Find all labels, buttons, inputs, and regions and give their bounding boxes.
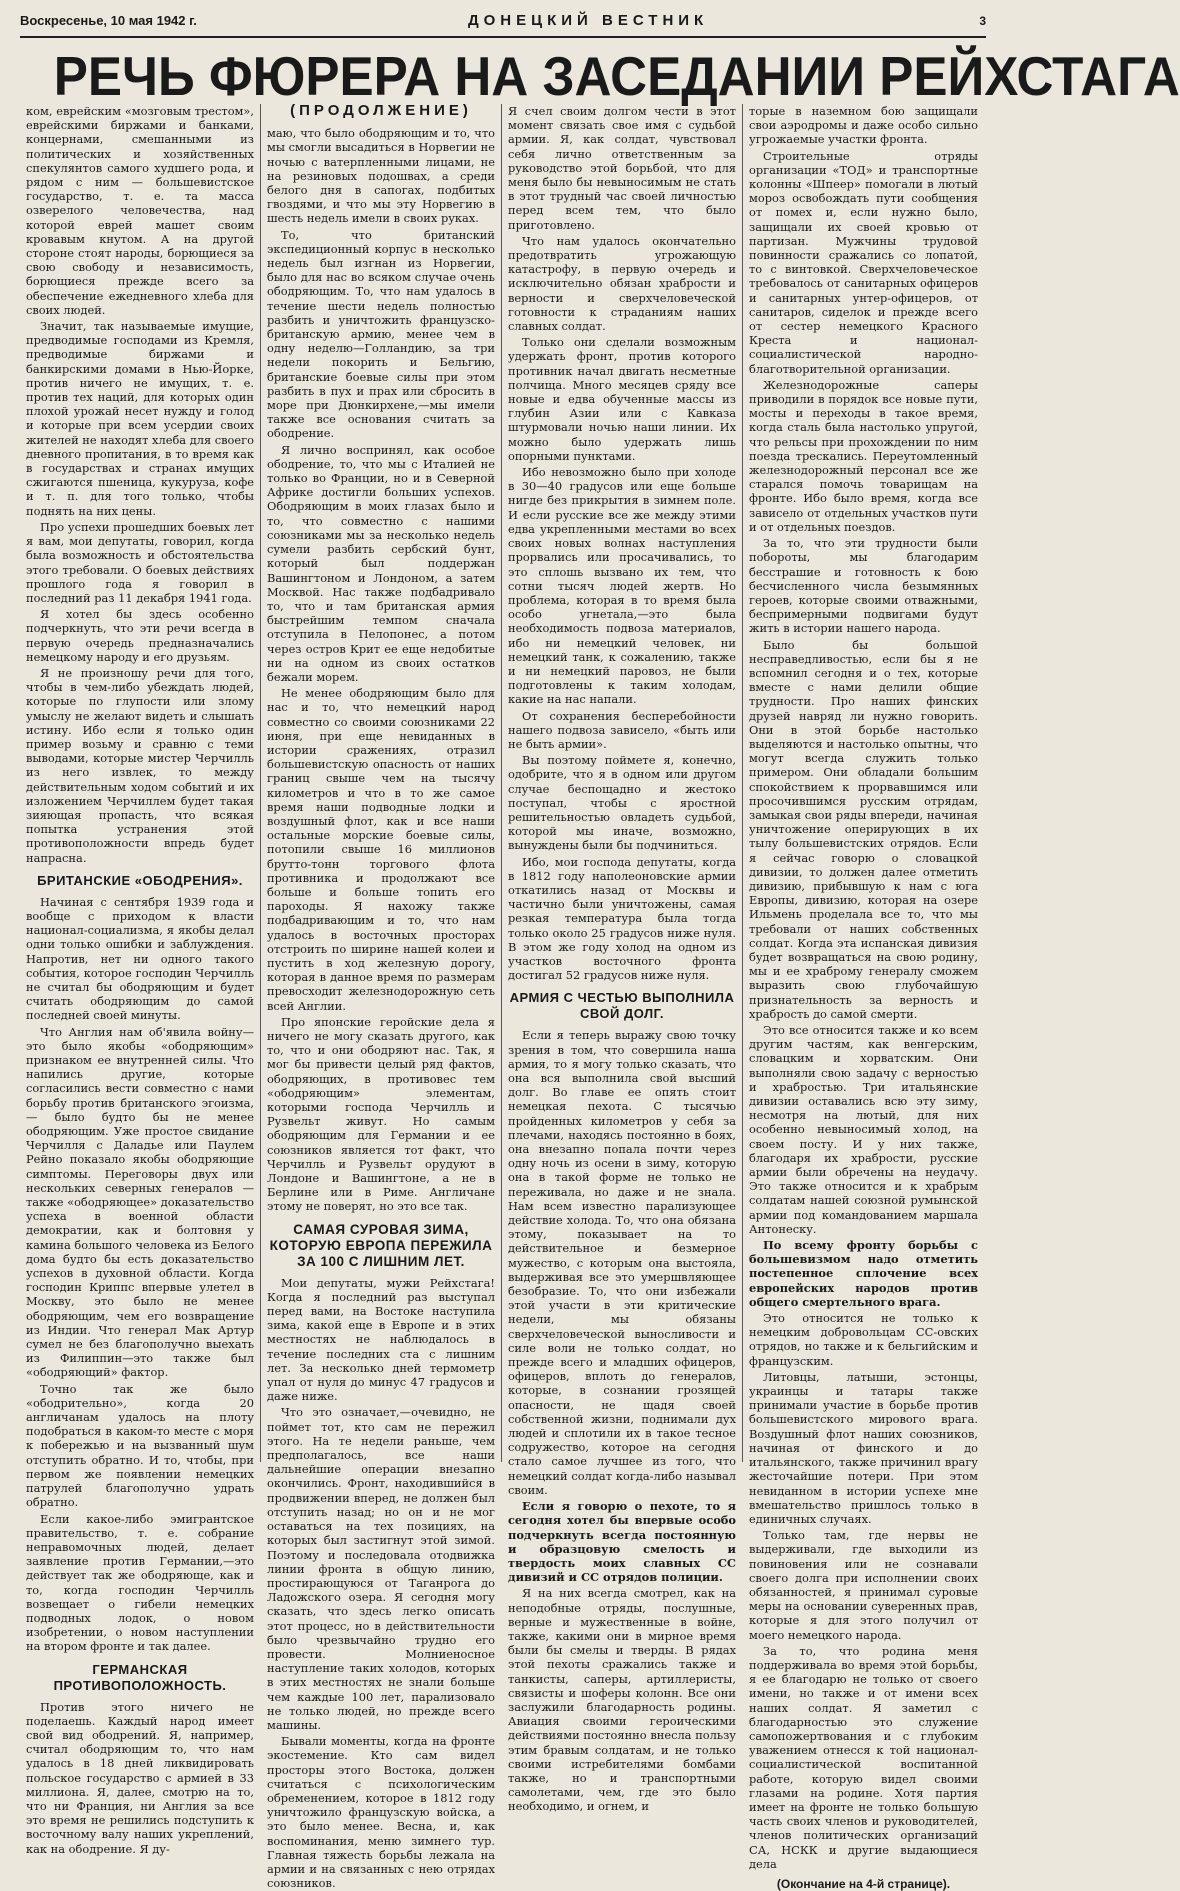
paragraph: Литовцы, латыши, эстонцы, украинцы и татары также принимали участие в борьбе против большевистского мирового врага. Воздушный флот наших союзников, начиная от финского и до итальянского, также причинил врагу жесточайшие потери. При этом невиданном в истории успехе мне вмешательство пришлось только в единичных случаях.	[749, 1369, 978, 1526]
paragraph: маю, что было ободряющим и то, что мы смогли высадиться в Норвегии не ночью с ватерпленными лицами, не на резиновых подошвах, а среди белого дня в сапогах, подбитых гвоздями, и что мы эту Норвегию в шесть недель имели в своих руках.	[267, 126, 495, 226]
paragraph: Было бы большой несправедливостью, если бы я не вспомнил сегодня и о тех, которые вместе с нами делили общие трудности. Про наших финских друзей навряд ли нужно говорить. Они в этой борьбе настолько выделяются и настолько опытны, что могут всегда служить только примером. Они обладали большим спокойствием к прорвавшимся или просочившимся русским отрядам, замыкая свои ряды впереди, начиная уничтожение оперирующих в их тылу большевистских отрядов. Если я сейчас говорю о словацкой дивизии, то должен далее отметить дивизию, прибывшую к нам с юга Европы, дивизию, которая на озере Ильмень проделала все то, что мы требовали от наших собственных солдат. Когда эта испанская дивизия будет возвращаться на свою родину, мы и ее храброму генералу сможем выразить свою глубочайшую признательность за верность и храбрость до самой смерти.	[749, 637, 978, 1021]
column-2	[261, 102, 502, 1891]
paragraph: Я счел своим долгом чести в этот момент связать свое имя с судьбой армии. Я, как солдат, чувствовал себя лично ответственным за руководство этой борьбой, что для меня было бы невыносимым не стать в этот трудный час своей личностью перед всем тем, что было приготовлено.	[508, 104, 736, 232]
subhead-british-encouragements: БРИТАНСКИЕ «ОБОДРЕНИЯ».	[37, 872, 243, 888]
paragraph: Только там, где нервы не выдерживали, где выходили из повиновения или не сознавали своего долга при исполнении своих обязанностей, я принимал суровые меры на основании суверенных прав, которые я для этого получил от моего немецкого народа.	[749, 1528, 978, 1642]
paragraph: Если я теперь выражу свою точку зрения в том, что совершила наша армия, то я могу только сказать, что она вся выполнила свой высший долг. Во главе ее опять стоит немецкая пехота. С тысячью пройденных километров у себя за плечами, находясь постоянно в боях, она внезапно попала почти через одну ночь из осени в зиму, которую она в такой форме не только не переживала, но даже и не знала. Нам всем известно парализующее действие холода. То, что она обязана этому, показывает на то действительное и безмерное мужество, с которым она выстояла, выдерживая все это умершвляющее безобразие. То, что они избежали этой участи в эти критические недели, мы обязаны сверхчеловеческой выносливости и силе воли не только солдат, но прежде всего и младших офицеров, офицеров, вплоть до генералов, которые, в сознании грозящей опасности, не щадя своей собственной жизни, поднимали дух людей и сплотили их в такое тесное содружество, которое на сегодня стало самое лучшее из того, что немецкий солдат когда-либо называл своим.	[508, 1028, 736, 1497]
paragraph: Я на них всегда смотрел, как на неподобные отряды, послушные, верные и мужественные в войне, также, какими они в мирное время были бы смелы и тверды. В рядах этой пехоты сражались также и танкисты, саперы, артиллеристы, связисты и шоферы колонн. Все они заслужили благодарность родины. Авиация своими героическими действиями постоянно внесла пользу этим бравым солдатам, и не только своими истребителями бомбами также, но и транспортными самолетами, чем, где это было необходимо, и огнем, и	[508, 1586, 736, 1814]
paragraph: От сохранения бесперебойности нашего подвоза зависело, «быть или не быть армии».	[508, 708, 736, 751]
subhead-german-opposite: ГЕРМАНСКАЯ ПРОТИВОПОЛОЖНОСТЬ.	[53, 1661, 227, 1693]
paragraph: То, что британский экспедиционный корпус в несколько недель был изгнан из Норвегии, было для нас во всяком случае очень ободряющим. То, что нам удалось в течение шести недель полностью разбить и уничтожить французско-британскую армию, менее чем в одну неделю—Голландию, за три недели покорить и Бельгию, британские боевые силы при этом разбить в пух и прах или сбросить в море при Дюнкирхене,—мы имели также все основания считать за ободрение.	[267, 227, 495, 441]
paragraph: Про японские геройские дела я ничего не могу сказать другого, как то, что и они ободряют нас. Так, я мог бы привести целый ряд фактов, ободряющих, в противовес тем «ободряющим» элементам, которыми господа Черчилль и Рузвельт живут. Но самым ободряющим для Германии и ее союзников является тот факт, что Черчилль и Рузвельт орудуют в Лондоне и Вашингтоне, а не в Берлине или в Риме. Англичане этому не поверят, но это все так.	[267, 1014, 495, 1214]
paragraph: Бывали моменты, когда на фронте экостемение. Кто сам видел просторы этого Востока, должен считаться с психологическим обременением, которое в 1812 году уничтожило французскую войска, а это было менее. Весна, и, как воспоминания, меню зимнего тур. Главная тяжесть борьбы лежала на армии и на связанных с нею отрядах союзников.	[267, 1734, 495, 1891]
paragraph: Я лично воспринял, как особое ободрение, то, что мы с Италией не только во Франции, но и в Северной Африке достигли больших успехов. Ободряющим в моих глазах было и то, что совместно с нашими союзниками мы за несколько недель сумели разбить сербский бунт, который был поддержан Вашингтоном и Лондоном, а затем Москвой. Нас также подбадривало то, что и там британская армия быстрейшим темпом сначала отступила в Пелопонес, а потом через остров Крит ее еще недобитые ни на одном из своих остатков бежали морем.	[267, 442, 495, 684]
paragraph: Строительные отряды организации «ТОД» и транспортные колонны «Шпеер» помогали в лютый мороз освобождать пути сообщения от помех и, если нужно было, защищали их своей кровью от партизан. Мужчины трудовой повинности сражались со лопатой, то с винтовкой. Сверхчеловеческое требовалось от санитарных офицеров и санитарных унтер-офицеров, от санитаров, сиделок и прежде всего от сестер немецкого Красного Креста и национал-социалистической народно-благотворительной организации.	[749, 148, 978, 376]
paragraph: Против этого ничего не поделаешь. Каждый народ имеет свой вид ободрений. Я, например, считал ободряющим то, что нам удалось в 18 дней ликвидировать польское государство с армией в 33 миллиона. Я, далее, смотрю на то, что ни Франция, ни Англия за все это время не решились подступить к восточному валу наших укреплений, как на ободрение. Я ду-	[26, 1699, 254, 1856]
paragraph: Если какое-либо эмигрантское правительство, т. е. собрание неправомочных людей, делает заявление против Германии,—это действует так же ободряюще, как и то, когда господин Черчилль возвещает о гибели немецких подводных лодок, о новом изобретении, о новом наступлении на втором фронте и так далее.	[26, 1511, 254, 1654]
paragraph: Начиная с сентября 1939 года и вообще с приходом к власти национал-социализма, я якобы делал одни только ошибки и заблуждения. Напротив, нет ни одного такого события, которое господин Черчилль не считал бы ободряющим и будет считать ободряющим до самой последней своей минуты.	[26, 894, 254, 1023]
paragraph: Про успехи прошедших боевых лет я вам, мои депутаты, говорил, когда была возможность и обстоятельства этого требовали. О боевых действиях прошлого года я говорил в последний раз 11 декабря 1941 года.	[26, 519, 254, 605]
paragraph: Только они сделали возможным удержать фронт, против которого противник начал двигать несметные полчища. Много месяцев сряду все новые и едва обученные массы из глубин Азии или с Кавказа штурмовали ночью наши линии. Их можно было удержать лишь опорными пунктами.	[508, 335, 736, 463]
column-3	[502, 104, 743, 1814]
headline: РЕЧЬ ФЮРЕРА НА ЗАСЕДАНИИ РЕЙХСТАГА	[53, 45, 1180, 107]
continued-label: (ПРОДОЛЖЕНИЕ)	[290, 102, 472, 119]
paragraph: Ибо невозможно было при холоде в 30—40 градусов или еще больше нигде без прикрытия в зимнем поле. И если русские все же между этими едва укрепленными местами во всех своих новых волнах наступления прорвались или просачивались, то это сплошь вызвано их тем, что сотни тысяч людей жертв. Но проблема, которая в то время была особо угнетала,—это была необходимость подвоза материалов, ибо ни немецкий человек, ни немецкий танк, к сожалению, также и ни немецкий паровоз, не были подготовлены к таким холодам, какие на нас напали.	[508, 465, 736, 707]
paragraph: Что Англия нам об'явила войну—это было якобы «ободряющим» признаком ее внутренней силы. Что напились другие, которые согласились вести совместно с нами борьбу против британского эгоизма,— было будто бы не менее ободряющим. Уже простое свидание Черчилля с Даладье или Паулем Рейно показало якобы ободряющие симптомы. Переговоры двух или нескольких северных генералов — также «ободряющее» доказательство успеха в военной области демократии, как и болтовня у камина большого человека из Белого дома будто бы есть доказательство успехов в духовной области. Когда господин Криппс впервые улетел в Москву, это было не менее ободряющим, чем его возвращение из Индии. Что генерал Мак Артур сумел не без благополучно выехать из Филиппин—это также был «ободряющий» фактор.	[26, 1024, 254, 1380]
paragraph: Что нам удалось окончательно предотвратить угрожающую катастрофу, в первую очередь и исключительно обязан храбрости и верности и сверхчеловеческой готовности к страданиям наших славных солдат.	[508, 233, 736, 334]
paper-name: ДОНЕЦКИЙ ВЕСТНИК	[467, 12, 709, 29]
paragraph: Вы поэтому поймете я, конечно, одобрите, что я в одном или другом случае беспощадно и жестоко поступал, чтобы с яростной решительностью овладеть судьбой, которой мы иначе, возможно, вынуждены были бы подчиниться.	[508, 753, 736, 853]
column-1	[20, 104, 261, 1856]
paragraph: За то, что эти трудности были побороты, мы благодарим бесстрашие и готовность к бою бесчисленного числа безымянных героев, которые своими отважными, беспримерными подвигами будут жить в истории нашего народа.	[749, 536, 978, 636]
page-number: 3	[979, 14, 986, 28]
paragraph: Это относится не только к немецким добровольцам СС-овских отрядов, но также и к бельгийским и французским.	[749, 1311, 978, 1368]
paragraph: Я не произношу речи для того, чтобы в чем-либо убеждать людей, которые по глупости или злому умыслу не желают видеть и слышать истину. Ибо если я только один пример возьму и сравню с теми выводами, которые мистер Черчилль из него извлек, то между действительным ходом событий и их изложением Черчиллем будет такая зияющая пропасть, что всякая попытка устранения этой противоположности впредь будет напрасна.	[26, 665, 254, 865]
paragraph: Ибо, мои господа депутаты, когда в 1812 году наполеоновские армии откатились назад от Москвы и частично были уничтожены, самая резкая температура была тогда только около 25 градусов ниже нуля. В этом же году холод на одном из участков восточного фронта достигал 52 градусов ниже нуля.	[508, 854, 736, 983]
paragraph: Железнодорожные саперы приводили в порядок все новые пути, мосты и переходы в такое время, когда сталь была настолько упругой, что рельсы при прохождении по ним поезда трескались. Переутомленный железнодорожный персонал все же старался помочь товарищам на фронте. Ибо было время, когда все зависело от отдельных участков пути и от отдельных поездов.	[749, 377, 978, 534]
paragraph: Не менее ободряющим было для нас и то, что немецкий народ совместно со своими союзниками 22 июня, при еще невиданных в истории сражениях, отразил большевистскую опасность от наших границ свыше чем на тысячу километров и что в то же самое время наши подводные лодки и воздушный флот, как и все наши остальные морские боевые силы, потопили свыше 16 миллионов брутто-тонн торгового флота противника и продолжают все больше и больше топить его пароходы. Я нахожу также подбадривающим и то, что нам удалось в восточных просторах отстроить по ширине нашей колеи и пустить в ход железную дорогу, которая в данное время по размерам превосходит железнодорожную сеть всей Англии.	[267, 686, 495, 1013]
column-4	[743, 104, 984, 1891]
article-columns	[20, 102, 986, 1891]
paragraph: Что это означает,—очевидно, не поймет тот, кто сам не пережил этого. На те недели раньше, чем предполагалось, все наши дальнейшие операции внезапно окончились. Фронт, находившийся в продвижении вперед, не должен был отступить назад; но он и не мог оставаться на тех позициях, на которых был застигнут этой зимой. Поэтому и последовала отодвижка линии фронта в общую линию, простирающуюся от Таганрога до Ладожского озера. Я сегодня могу сказать, что здесь легко описать этот процесс, но в действительности было чрезвычайно трудно его провести. Молниеносное наступление таких холодов, которых в этих местностях не знали больше чем каждые 100 лет, парализовало не только людей, но прежде всего машины.	[267, 1405, 495, 1732]
paragraph: Точно так же было «ободрительно», когда 20 англичанам удалось на плоту подобраться в каком-то месте с моря к побережью и на вызванный шум отступить обратно. И то, чтобы, при первом же появлении немецких патрулей благополучно удрать обратно.	[26, 1381, 254, 1510]
paragraph: Мои депутаты, мужи Рейхстага! Когда я последний раз выступал перед вами, на Востоке наступила зима, какой еще в Европе и в этих местностях не наблюдалось в течение последних ста с лишним лет. За несколько дней термометр упал от нуля до минус 47 градусов и даже ниже.	[267, 1275, 495, 1404]
paragraph: торые в наземном бою защищали свои аэродромы и даже особо сильно угрожаемые участки фронта.	[749, 104, 978, 147]
masthead	[20, 12, 986, 38]
paragraph: Значит, так называемые имущие, предводимые господами из Кремля, предводимые биржами и банкирскими домами в Нью-Йорке, против ничего не имущих, т. е. против тех наций, для которых один плохой урожай несет нужду и голод и которые при всем усердии своих жителей не находят хлеба для своего дневного пропитания, в то время как в государствах и странах имущих сжигаются пшеница, кукуруза, кофе и т. п. для того только, чтобы поднять на них цены.	[26, 319, 254, 518]
paragraph-bold: По всему фронту борьбы с большевизмом надо отметить постепенное сплочение всех европейских народов против общего смертельного врага.	[749, 1238, 978, 1309]
subhead-harshest-winter: САМАЯ СУРОВАЯ ЗИМА, КОТОРУЮ ЕВРОПА ПЕРЕЖИЛА ЗА 100 С ЛИШНИМ ЛЕТ.	[269, 1221, 493, 1269]
paragraph: За то, что родина меня поддерживала во время этой борьбы, я ее благодарю не только от своего имени, но также и от имени всех наших солдат. Я заметил с благодарностью это служение самопожертвования и с глубоким уважением отнесся к той национал-социалистической воспитанной работе, которую видел своими глазами на родине. Хотя партия имеет на фронте не только большую часть своих членов и руководителей, членов политических организаций СА, НСКК и другие выдающиеся дела	[749, 1643, 978, 1871]
subhead-army-duty: АРМИЯ С ЧЕСТЬЮ ВЫПОЛНИЛА СВОЙ ДОЛГ.	[509, 990, 735, 1022]
issue-date: Воскресенье, 10 мая 1942 г.	[20, 13, 197, 28]
paragraph-bold: Если я говорю о пехоте, то я сегодня хотел бы впервые особо подчеркнуть всегда постоянную и образцовую смелость и твердость моих славных СС дивизий и СС отрядов полиции.	[508, 1499, 736, 1585]
continuation-note: (Окончание на 4-й странице).	[776, 1876, 951, 1891]
paragraph: Я хотел бы здесь особенно подчеркнуть, что эти речи всегда в первую очередь предназначались немецкому народу и его друзьям.	[26, 607, 254, 664]
paragraph: ком, еврейским «мозговым трестом», еврейскими биржами и банками, концернами, смешанными из политических и хозяйственных спекулянтов самого худшего рода, и рядом с ним — большевистское государство, т. е. та масса озверелого человечества, над которой еврей машет своим кровавым кнутом. А на другой стороне стоят народы, борющиеся за свою свободу и независимость, борющиеся прежде всего за обеспечение ежедневного хлеба для своих людей.	[26, 104, 254, 317]
paragraph: Это все относится также и ко всем другим частям, как венгерским, словацким и хорватским. Они выполняли свою задачу с верностью и храбростью. Три итальянские дивизии оставались всю эту зиму, несмотря на лютый, для них особенно невыносимый холод, на своем посту. И у них также, благодаря их храбрости, русские армии были обречены на неудачу. Это также относится и к храбрым солдатам нашей союзной румынской армии под командованием маршала Антонеску.	[749, 1023, 978, 1236]
